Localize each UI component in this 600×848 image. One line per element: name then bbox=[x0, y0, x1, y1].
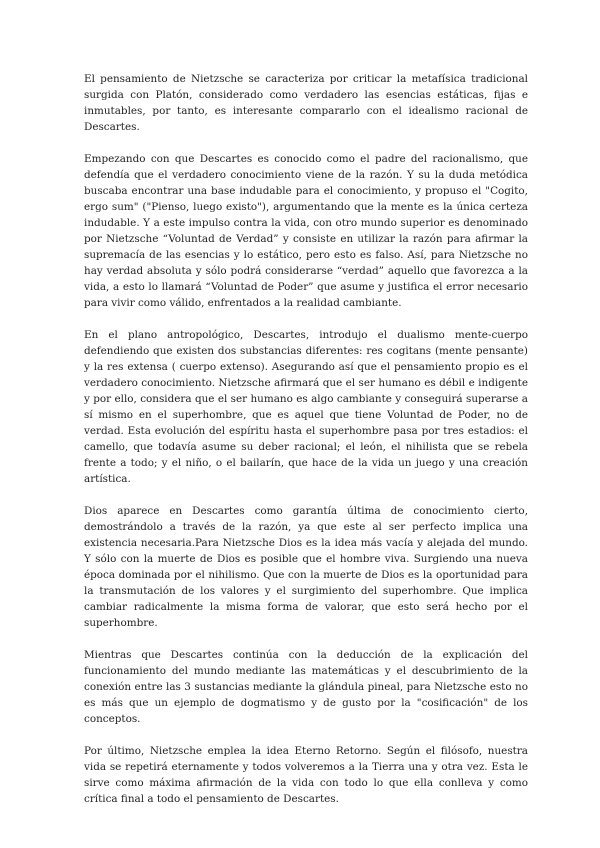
paragraph-antropologia: En el plano antropológico, Descartes, introdujo el dualismo mente-cuerpo defendiendo que existen dos substancias diferentes: res cogitans (mente pensante) y la res extensa ( cuerpo extenso). Asegurando así que el pensamiento propio es el verdadero conocimiento. Nietzsche afirmará que el ser humano es débil e indigente y por ello, considera que el ser humano es algo cambiante y conseguirá superarse a sí mismo en el superhombre, que es aquel que tiene Voluntad de Poder, no de verdad. Esta evolución del espíritu hasta el superhombre pasa por tres estadios: el camello, que todavía asume su deber racional; el león, el nihilista que se rebela frente a todo; y el niño, o el bailarín, que hace de la vida un juego y una creación artística. bbox=[84, 329, 528, 485]
paragraph-racionalismo: Empezando con que Descartes es conocido como el padre del racionalismo, que defendía que el verdadero conocimiento viene de la razón. Y su la duda metódica buscaba encontrar una base indudable para el conocimiento, y propuso el "Cogito, ergo sum" ("Pienso, luego existo"), argumentando que la mente es la única certeza indudable. Y a este impulso contra la vida, con otro mundo superior es denominado por Nietzsche “Voluntad de Verdad” y consiste en utilizar la razón para afirmar la supremacía de las esencias y lo estático, pero esto es falso. Así, para Nietzsche no hay verdad absoluta y sólo podrá considerarse “verdad” aquello que favorezca a la vida, a esto lo llamará “Voluntad de Poder” que asume y justifica el error necesario para vivir como válido, enfrentados a la realidad cambiante. bbox=[84, 153, 528, 309]
paragraph-mundo: Mientras que Descartes continúa con la deducción de la explicación del funcionamiento del mundo mediante las matemáticas y el descubrimiento de la conexión entre las 3 sustancias mediante la glándula pineal, para Nietzsche esto no es más que un ejemplo de dogmatismo y de gusto por la "cosificación" de los conceptos. bbox=[84, 649, 528, 725]
paragraph-eterno-retorno: Por último, Nietzsche emplea la idea Eterno Retorno. Según el filósofo, nuestra vida se repetirá eternamente y todos volveremos a la Tierra una y otra vez. Esta le sirve como máxima afirmación de la vida con todo lo que ella conlleva y como crítica final a todo el pensamiento de Descartes. bbox=[84, 745, 528, 805]
paragraph-dios: Dios aparece en Descartes como garantía última de conocimiento cierto, demostrándolo a través de la razón, ya que este al ser perfecto implica una existencia necesaria.Para Nietzsche Dios es la idea más vacía y alejada del mundo. Y sólo con la muerte de Dios es posible que el hombre viva. Surgiendo una nueva época dominada por el nihilismo. Que con la muerte de Dios es la oportunidad para la transmutación de los valores y el surgimiento del superhombre. Que implica cambiar radicalmente la misma forma de valorar, que esto será hecho por el superhombre. bbox=[84, 505, 528, 629]
paragraph-intro: El pensamiento de Nietzsche se caracteriza por criticar la metafísica tradicional surgida con Platón, considerado como verdadero las esencias estáticas, fijas e inmutables, por tanto, es interesante compararlo con el idealismo racional de Descartes. bbox=[84, 73, 528, 133]
document-body bbox=[84, 71, 528, 823]
